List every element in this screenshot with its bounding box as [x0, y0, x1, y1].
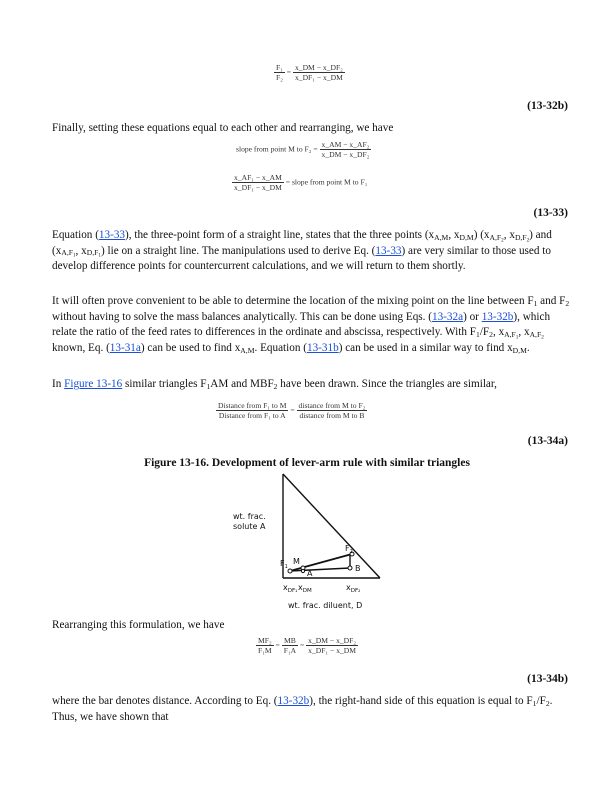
eq-fraction [232, 173, 284, 192]
eq-denominator: F₂ [276, 73, 283, 82]
equation-link[interactable]: 13-33 [375, 244, 402, 257]
equation-link[interactable]: 13-31b [306, 341, 339, 354]
eq-fraction [274, 63, 285, 82]
subscript: 2 [565, 298, 570, 308]
figure-caption: Figure 13-16. Development of lever-arm rule with similar triangles [144, 457, 470, 469]
text: A,F [61, 248, 73, 258]
equation-13-34a: $\frac{\text{Distance from F₁ to M}}{\text{Distance from F₁ to A}}$ = $\frac{\text{distance from M to F₂}}{\text{distance from M to B}}$ [218, 401, 366, 420]
text: , x [75, 244, 87, 257]
eq-fraction [293, 63, 345, 82]
subscript: D,M [459, 232, 474, 242]
eq-text: = slope from point M to F₁ [285, 177, 368, 187]
text: and F [537, 295, 566, 307]
label-B: B [355, 564, 361, 573]
subscript: 1 [206, 381, 211, 391]
text: D,F [514, 232, 527, 242]
subscript: 1 [476, 330, 480, 340]
eq-denominator: x_DF₁ − x_DM [294, 73, 343, 82]
text: ) (x [473, 229, 490, 241]
subscript [515, 233, 529, 242]
text: It will often prove convenient to be able to determine the location of the mixing point on the line between F [52, 295, 534, 307]
text: . Equation ( [254, 341, 307, 354]
eq-denominator: x_DF₁ − x_DM [234, 183, 282, 192]
text: ), which relate the ratio of the feed rates to differences in the ordinate and abscissa, respectively. With F [52, 310, 551, 339]
text: . [526, 341, 530, 354]
paragraph [52, 694, 572, 725]
subscript: 2 [489, 330, 493, 340]
point-B [348, 566, 352, 570]
eq-fraction [216, 401, 288, 420]
paragraph [52, 377, 572, 393]
y-axis-label-line1: wt. frac. [233, 512, 266, 521]
text: known, Eq. ( [52, 341, 110, 354]
text: without having to solve the mass balances analytically. This can be done using Eqs. ( [52, 310, 432, 323]
text: AM and MBF [210, 378, 274, 390]
eq-numerator: x_AF₁ − x_AM [234, 173, 282, 182]
equation-label: (13-34b) [527, 673, 568, 685]
equation-13-33-line1 [236, 140, 371, 159]
subscript: 1 [98, 252, 101, 259]
figure-link[interactable]: Figure 13-16 [64, 378, 123, 390]
text: In [52, 378, 65, 390]
subscript: D,M [512, 345, 527, 355]
y-axis-label-line2: solute A [233, 522, 266, 531]
equation-13-32b: $\frac{\text{F₁}}{\text{F₂}}$ = $\frac{\text{x\_DM − x\_DF₂}}{\text{x\_DF₁ − x\_DM}}$ [276, 63, 343, 82]
subscript [87, 248, 101, 257]
equation-label: (13-32b) [527, 100, 568, 112]
paragraph [52, 294, 572, 356]
text: A,F [489, 232, 502, 242]
eq-denominator: Distance from F₁ to A [218, 411, 286, 420]
text: , x [518, 326, 530, 339]
equation-13-33-line2 [232, 173, 367, 192]
equation-link[interactable]: 13-33 [98, 229, 126, 241]
text: ) and (x [52, 229, 552, 257]
eq-fraction [320, 140, 372, 159]
subscript: 1 [72, 252, 76, 259]
eq-denominator: F₁M [258, 646, 272, 655]
eq-denominator: distance from M to B [299, 411, 365, 420]
point-F1 [288, 569, 292, 573]
subscript: 1 [515, 334, 519, 341]
text: ) or [463, 310, 482, 323]
equation-link[interactable]: 13-32a [431, 310, 464, 323]
text: A,F [529, 330, 542, 340]
equation-label: (13-34a) [527, 435, 568, 447]
text: ), the right-hand side of this equation is equal to F [309, 695, 533, 707]
text: D,F [86, 248, 99, 258]
eq-fraction [256, 636, 274, 655]
figure-13-16 [228, 472, 393, 617]
eq-denominator: x_DF₁ − x_DM [308, 646, 357, 655]
label-F2: $F_2$ [345, 544, 353, 555]
eq-fraction [297, 401, 368, 420]
text: ) can be used in a similar way to find x [338, 341, 513, 354]
subscript [61, 248, 75, 257]
tick-xDM: $x_{DM}$ [298, 583, 312, 594]
label-A: A [307, 569, 313, 578]
paragraph: Finally, setting these equations equal to each other and rearranging, we have [52, 122, 394, 134]
subscript: 2 [273, 381, 278, 391]
eq-denominator: F₁A [283, 646, 297, 655]
subscript [490, 233, 504, 242]
eq-numerator: x_AM − x_AF₂ [321, 140, 370, 149]
eq-numerator: x_DM − x_DF₂ [294, 63, 343, 72]
eq-fraction [282, 636, 298, 655]
paragraph [52, 228, 572, 275]
eq-numerator: F₁ [276, 63, 283, 72]
text: where the bar denotes distance. According to Eq. ( [52, 695, 278, 707]
subscript: 2 [526, 237, 530, 244]
subscript: 1 [532, 698, 537, 708]
text: similar triangles F [122, 378, 207, 390]
subscript [504, 330, 518, 339]
equation-link[interactable]: 13-32b [277, 695, 310, 707]
subscript: 2 [501, 237, 504, 244]
text: ) are very similar to those used to develop difference points for countercurrent calculations, and we will return to them shortly. [52, 244, 551, 273]
text: . Thus, we have shown that [52, 695, 553, 723]
subscript [530, 330, 544, 339]
eq-fraction [306, 636, 358, 655]
subscript: 1 [533, 298, 538, 308]
subscript: A,M [434, 232, 449, 242]
text: , x [492, 326, 505, 339]
tick-xDF2: $x_{DF_2}$ [346, 583, 361, 594]
eq-numerator: MB [282, 636, 298, 646]
subscript: 2 [541, 334, 544, 341]
label-M: M [293, 557, 300, 566]
label-F1: $F_1$ [280, 559, 288, 570]
text: /F [479, 326, 490, 339]
subscript: A,M [240, 345, 255, 355]
text: have been drawn. Since the triangles are similar, [277, 378, 497, 390]
equation-label: (13-33) [533, 207, 568, 219]
subscript: 2 [545, 698, 550, 708]
eq-numerator: x_DM − x_DF₂ [308, 636, 357, 645]
equation-13-34b: $\frac{\text{MF₂}}{\text{F₁M}}$ = $\frac{MB}{\text{F₁A}}$ = $\frac{\text{x\_DM − x\_DF₂}}{\text{x\_DF₁ − x\_DM}}$ [258, 636, 357, 655]
eq-numerator: distance from M to F₂ [298, 401, 366, 410]
text: ) lie on a straight line. The manipulations used to derive Eq. ( [100, 244, 376, 257]
text: Equation ( [52, 229, 99, 241]
tick-xDF1: $x_{DF_1}$ [283, 583, 298, 594]
point-A [301, 569, 304, 572]
text: ), the three-point form of a straight line, states that the three points (x [125, 229, 435, 241]
equation-link[interactable]: 13-32b [481, 310, 514, 323]
eq-denominator: x_DM − x_DF₂ [321, 150, 370, 159]
eq-numerator: Distance from F₁ to M [218, 401, 287, 410]
equation-link[interactable]: 13-31a [109, 341, 141, 354]
text: /F [536, 695, 546, 707]
x-axis-label: wt. frac. diluent, D [288, 601, 363, 610]
paragraph: Rearranging this formulation, we have [52, 619, 225, 631]
text: , [503, 229, 507, 241]
eq-numerator: MF₂ [258, 636, 272, 645]
eq-text: slope from point M to F₂ = [236, 144, 318, 154]
text: x [509, 229, 515, 241]
text: A,F [504, 330, 516, 340]
text: ) can be used to find x [140, 341, 241, 354]
text: , x [448, 229, 460, 241]
